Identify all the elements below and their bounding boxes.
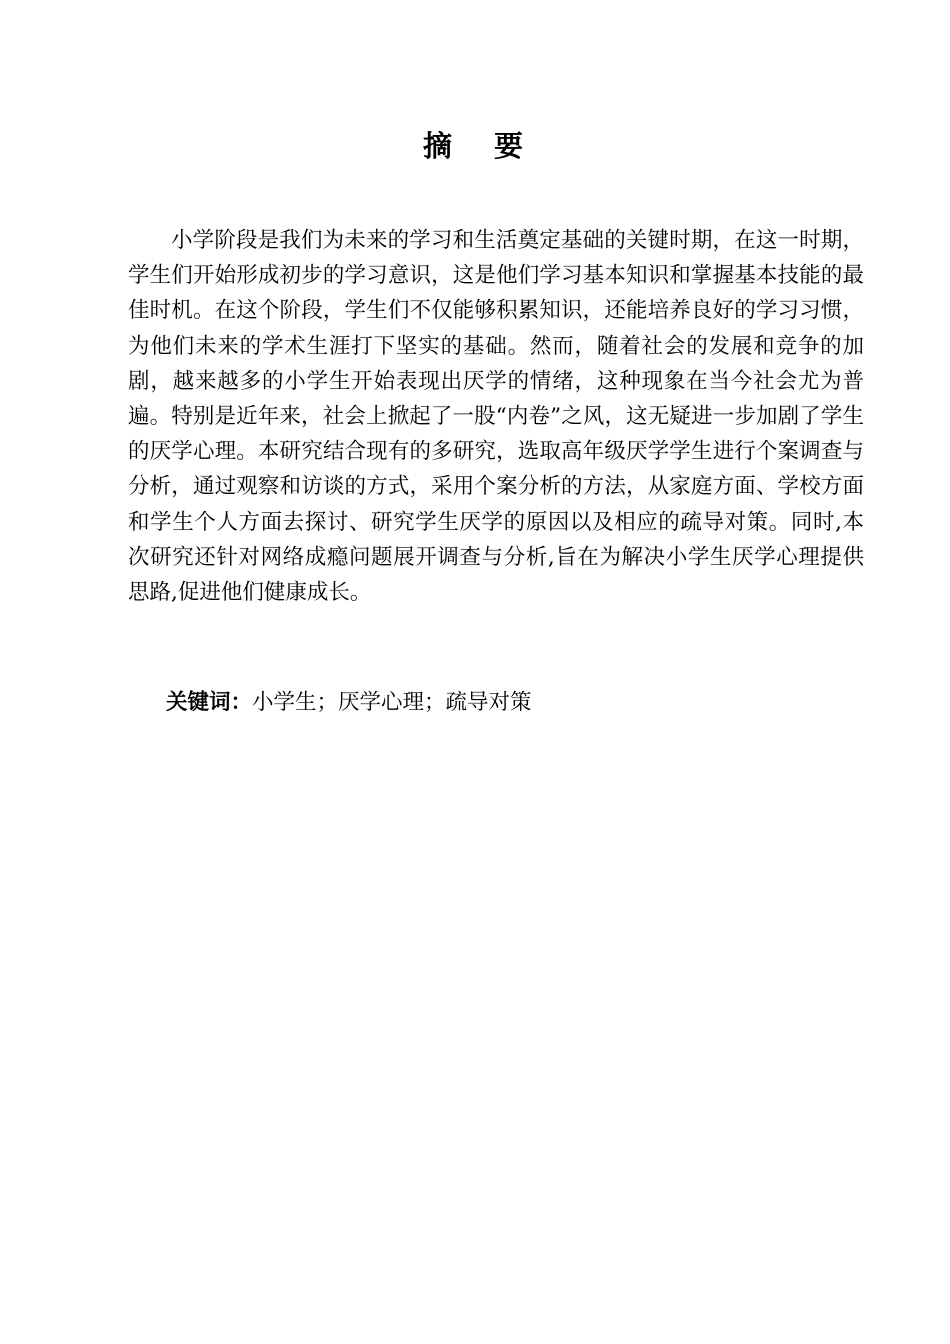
abstract-title: 摘要 [422,129,565,163]
keywords-line [166,685,866,720]
abstract-body: 小学阶段是我们为未来的学习和生活奠定基础的关键时期，在这一时期，学生们开始形成初步的学习意识，这是他们学习基本知识和掌握基本技能的最佳时机。在这个阶段，学生们不仅能够积累知识，还能培养良好的学习习惯，为他们未来的学术生涯打下坚实的基础。然而，随着社会的发展和竞争的加剧，越来越多的小学生开始表现出厌学的情绪，这种现象在当今社会尤为普遍。特别是近年来，社会上掀起了一股“内卷”之风，这无疑进一步加剧了学生的厌学心理。本研究结合现有的多研究，选取高年级厌学学生进行个案调查与分析，通过观察和访谈的方式，采用个案分析的方法，从家庭方面、学校方面和学生个人方面去探讨、研究学生厌学的原因以及相应的疏导对策。同时,本次研究还针对网络成瘾问题展开调查与分析,旨在为解决小学生厌学心理提供思路,促进他们健康成长。 [128,228,864,606]
keywords-list: 小学生；厌学心理；疏导对策 [252,690,532,715]
keywords-label: 关键词： [166,690,253,715]
